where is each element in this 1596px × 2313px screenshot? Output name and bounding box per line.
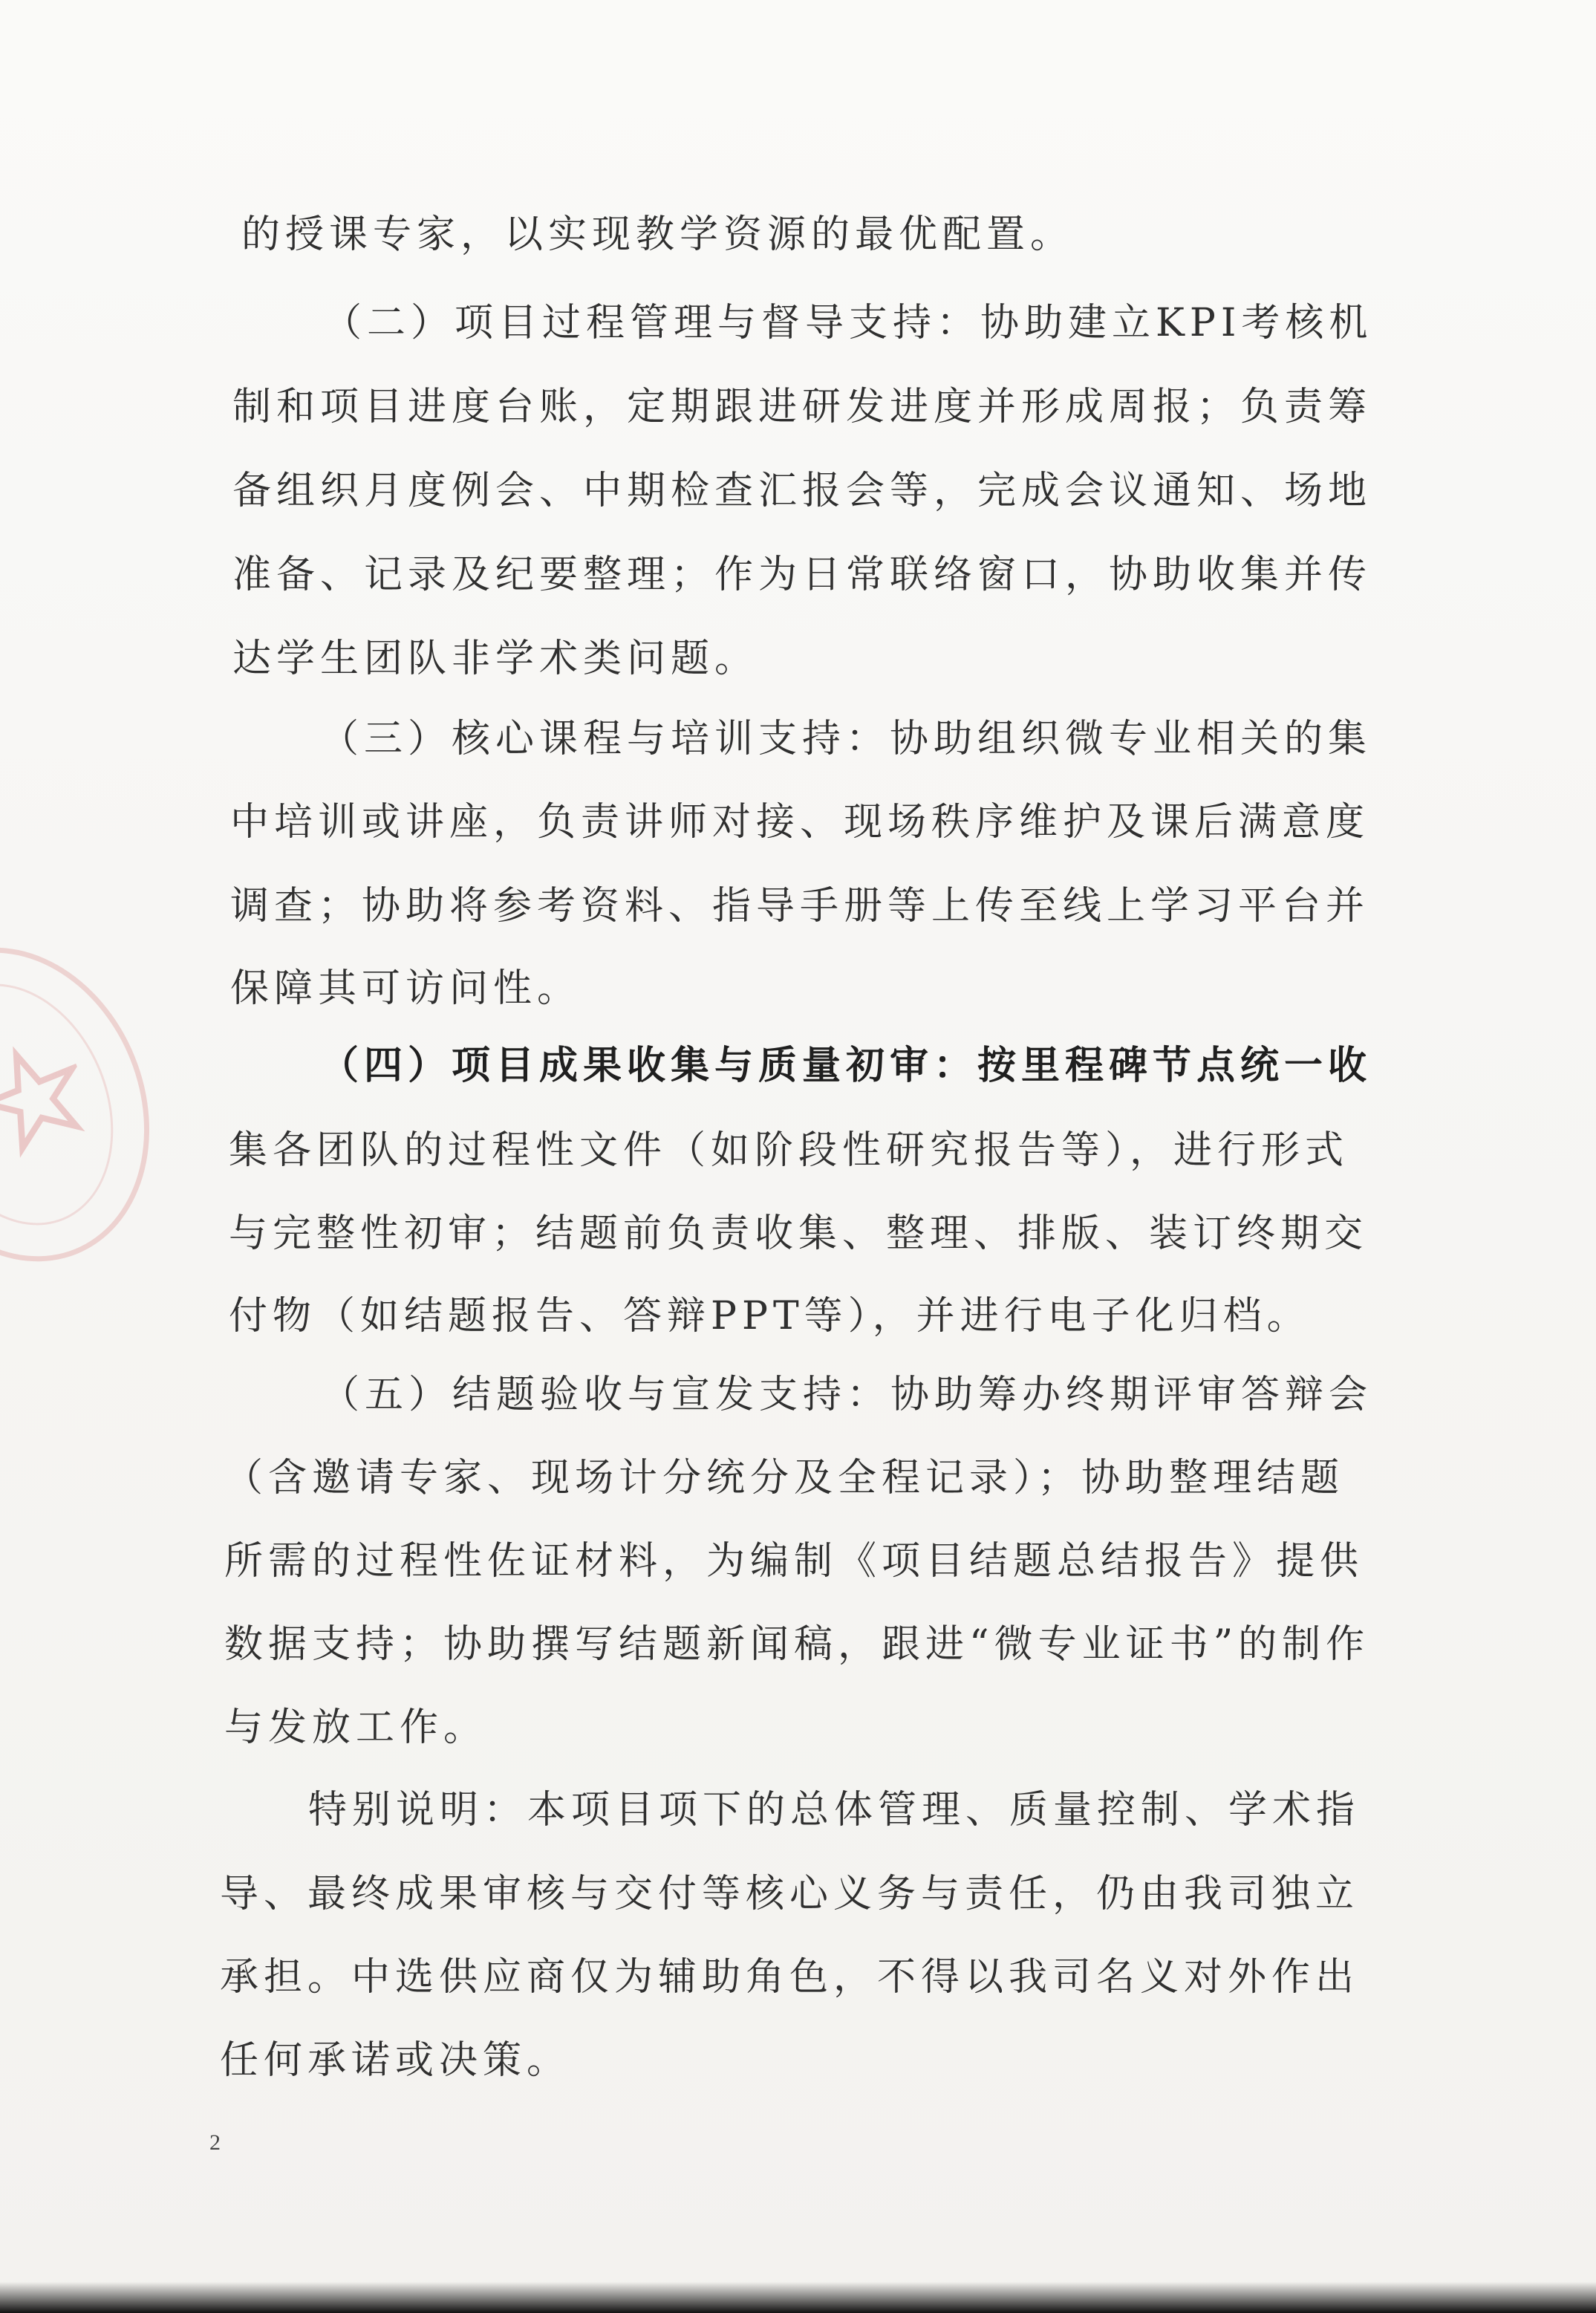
paragraph-line-3: 制和项目进度台账，定期跟进研发进度并形成周报；负责筹 bbox=[232, 385, 1372, 429]
paragraph-line-11: （四）项目成果收集与质量初审：按里程碑节点统一收 bbox=[320, 1043, 1372, 1088]
paragraph-line-20: 特别说明：本项目项下的总体管理、质量控制、学术指 bbox=[308, 1788, 1361, 1832]
paragraph-line-23: 任何承诺或决策。 bbox=[220, 2038, 571, 2083]
paragraph-line-9: 调查；协助将参考资料、指导手册等上传至线上学习平台并 bbox=[230, 884, 1370, 928]
paragraph-line-8: 中培训或讲座，负责讲师对接、现场秩序维护及课后满意度 bbox=[230, 800, 1370, 845]
scan-bottom-shadow bbox=[0, 2282, 1596, 2313]
paragraph-line-22: 承担。中选供应商仅为辅助角色，不得以我司名义对外作出 bbox=[220, 1955, 1360, 2000]
paragraph-line-4: 备组织月度例会、中期检查汇报会等，完成会议通知、场地 bbox=[232, 469, 1372, 513]
paragraph-line-7: （三）核心课程与培训支持：协助组织微专业相关的集 bbox=[320, 717, 1372, 761]
paragraph-line-5: 准备、记录及纪要整理；作为日常联络窗口，协助收集并传 bbox=[232, 553, 1372, 597]
paragraph-line-13: 与完整性初审；结题前负责收集、整理、排版、装订终期交 bbox=[229, 1211, 1369, 1256]
paragraph-line-6: 达学生团队非学术类问题。 bbox=[232, 637, 759, 681]
paragraph-line-1: 的授课专家，以实现教学资源的最优配置。 bbox=[241, 212, 1075, 257]
paragraph-line-21: 导、最终成果审核与交付等核心义务与责任，仍由我司独立 bbox=[220, 1872, 1360, 1916]
paragraph-line-12: 集各团队的过程性文件（如阶段性研究报告等），进行形式 bbox=[229, 1128, 1349, 1173]
red-seal-stamp bbox=[0, 907, 195, 1301]
paragraph-line-18: 数据支持；协助撰写结题新闻稿，跟进“微专业证书”的制作 bbox=[224, 1622, 1370, 1667]
paragraph-line-15: （五）结题验收与宣发支持：协助筹办终期评审答辩会 bbox=[321, 1373, 1373, 1417]
paragraph-line-19: 与发放工作。 bbox=[224, 1705, 488, 1750]
paragraph-line-10: 保障其可访问性。 bbox=[230, 966, 582, 1011]
paragraph-line-16: （含邀请专家、现场计分统分及全程记录）；协助整理结题 bbox=[224, 1456, 1345, 1500]
paragraph-line-2: （二）项目过程管理与督导支持：协助建立KPI考核机 bbox=[323, 301, 1373, 345]
page-number: 2 bbox=[209, 2130, 221, 2155]
paragraph-line-14: 付物（如结题报告、答辩PPT等），并进行电子化归档。 bbox=[229, 1294, 1311, 1338]
paragraph-line-17: 所需的过程性佐证材料，为编制《项目结题总结报告》提供 bbox=[224, 1539, 1364, 1584]
